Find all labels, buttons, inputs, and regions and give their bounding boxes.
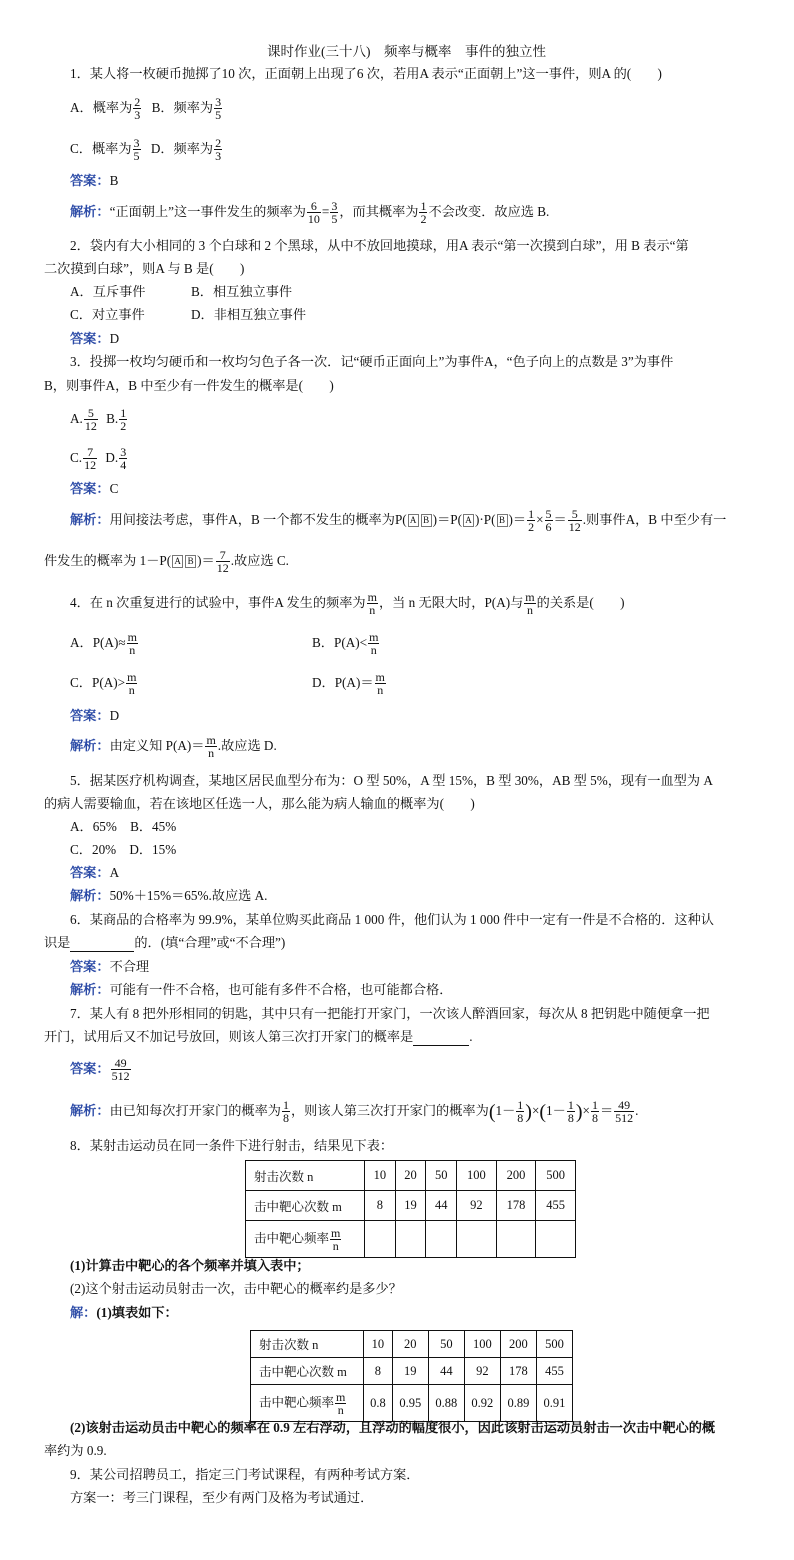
q6-analysis: 解析：可能有一件不合格，也可能有多件不合格，也可能都合格．: [70, 982, 453, 997]
table-cell: 200: [500, 1331, 536, 1358]
q9-plan1: 方案一：考三门课程，至少有两门及格为考试通过．: [70, 1490, 374, 1505]
table-cell: 0.91: [536, 1385, 572, 1422]
table-cell: 44: [426, 1191, 457, 1221]
table-cell: 92: [457, 1191, 497, 1221]
q9-stem: 9．某公司招聘员工，指定三门考试课程，有两种考试方案．: [70, 1467, 420, 1482]
q3-frac-c: $\frac{7}{12}$: [84, 445, 97, 473]
q2-option-c: C．对立事件: [70, 307, 145, 322]
table-cell: 20: [395, 1161, 426, 1191]
q1-analysis: 解析：“正面朝上”这一事件发生的频率为 $\frac{6}{10}$ = $\frac{3}{5}$ ，而其概率为 $\frac{1}{2}$ 不会改变．故应选 B.: [70, 199, 550, 227]
q2-answer: 答案：D: [70, 331, 120, 346]
q2-option-a: A．互斥事件: [70, 284, 146, 299]
empty-cell[interactable]: [365, 1221, 396, 1258]
table-cell: 10: [365, 1161, 396, 1191]
q8-solution-2-line1: (2)该射击运动员击中靶心的频率在 0.9 左右浮动，且浮动的幅度很小，因此该射击运动员射击一次击中靶心的概: [70, 1420, 716, 1435]
table-cell: 200: [496, 1161, 536, 1191]
q4-option-d: D．P(A)＝ $\frac{m}{n}$: [312, 670, 385, 698]
table-cell: 0.88: [428, 1385, 464, 1422]
q4-option-b: B．P(A)< $\frac{m}{n}$: [312, 630, 379, 658]
table-cell: 100: [457, 1161, 497, 1191]
q1-option-c: C．概率为: [70, 141, 132, 156]
q5-answer: 答案：A: [70, 865, 120, 880]
q4-option-a: A．P(A)≈ $\frac{m}{n}$: [70, 630, 137, 658]
q2-option-b: B．相互独立事件: [191, 284, 293, 299]
row-header: 击中靶心次数 m: [251, 1358, 364, 1385]
q1-frac-c: $\frac{3}{5}$: [133, 136, 140, 164]
table-cell: 8: [365, 1191, 396, 1221]
q8-solution-2-line2: 率约为 0.9.: [44, 1443, 107, 1458]
q4-stem: 4．在 n 次重复进行的试验中，事件A 发生的频率为 $\frac{m}{n}$ ，当 n 无限大时，P(A)与 $\frac{m}{n}$ 的关系是( ): [70, 590, 625, 618]
q4-answer: 答案：D: [70, 708, 120, 723]
q8-sub2: (2)这个射击运动员射击一次，击中靶心的概率约是多少？: [70, 1281, 402, 1296]
row-header: 击中靶心次数 m: [246, 1191, 365, 1221]
row-header: 射击次数 n: [251, 1331, 364, 1358]
table-cell: 455: [536, 1191, 576, 1221]
empty-cell[interactable]: [426, 1221, 457, 1258]
table-cell: 178: [500, 1358, 536, 1385]
empty-cell[interactable]: [496, 1221, 536, 1258]
table-cell: 500: [536, 1161, 576, 1191]
q3-stem-line2: B，则事件A，B 中至少有一件发生的概率是( ): [44, 378, 334, 393]
q5-stem-line2: 的病人需要输血，若在该地区任选一人，那么能为病人输血的概率为( ): [44, 796, 475, 811]
q5-options-cd: C．20% D．15%: [70, 842, 177, 857]
q8-stem: 8．某射击运动员在同一条件下进行射击，结果见下表：: [70, 1138, 394, 1153]
q7-blank[interactable]: [413, 1029, 469, 1046]
q3-analysis-line2: 件发生的概率为 1－P( A B )＝ $\frac{7}{12}$ .故应选 C.: [44, 548, 289, 576]
q7-stem-line2: 开门，试用后又不加记号放回，则该人第三次打开家门的概率是 .: [44, 1029, 473, 1044]
table-cell: 50: [428, 1331, 464, 1358]
table-cell: 20: [392, 1331, 428, 1358]
q6-answer: 答案：不合理: [70, 959, 150, 974]
table-cell: 44: [428, 1358, 464, 1385]
q1-options-ab: [70, 92, 223, 124]
q8-table-filled: [250, 1330, 573, 1422]
q6-stem-line2: 识是 的．(填“合理”或“不合理”): [44, 935, 286, 950]
table-cell: 92: [464, 1358, 500, 1385]
q3-frac-b: $\frac{1}{2}$: [120, 406, 127, 434]
q4-option-c: C．P(A)> $\frac{m}{n}$: [70, 670, 137, 698]
q3-options-cd: C. $\frac{7}{12}$ D. $\frac{3}{4}$: [70, 445, 127, 473]
row-header: 击中靶心频率 $\frac{m}{n}$: [246, 1221, 365, 1258]
q1-options-cd: [70, 133, 223, 165]
q8-sub1: (1)计算击中靶心的各个频率并填入表中；: [70, 1258, 310, 1273]
q3-frac-d: $\frac{3}{4}$: [120, 445, 127, 473]
table-cell: 178: [496, 1191, 536, 1221]
table-cell: 0.92: [464, 1385, 500, 1422]
table-cell: 0.89: [500, 1385, 536, 1422]
q6-stem-line1: 6．某商品的合格率为 99.9%，某单位购买此商品 1 000 件，他们认为 1 000 件中一定有一件是不合格的．这种认: [70, 912, 714, 927]
q5-options-ab: A．65% B．45%: [70, 819, 177, 834]
row-header: 击中靶心频率 $\frac{m}{n}$: [251, 1385, 364, 1422]
q3-analysis-line1: 解析：用间接法考虑，事件A，B 一个都不发生的概率为P( A B )＝P( A )·P( B )＝ $\frac{1}{2}$ × $\frac{5}{6}$ ＝ $\frac{5}{12}$ .则事件A，B 中至少有一: [70, 507, 727, 535]
table-cell: 100: [464, 1331, 500, 1358]
q7-answer: 答案： $\frac{49}{512}$: [70, 1056, 130, 1084]
q1-frac-b: $\frac{3}{5}$: [215, 95, 222, 123]
q8-solution-1: 解：(1)填表如下：: [70, 1305, 178, 1320]
q1-option-d: D．频率为: [150, 141, 214, 156]
q1-option-b: B．频率为: [151, 100, 214, 115]
q8-table-blank: [245, 1160, 576, 1258]
q1-stem: 1．某人将一枚硬币抛掷了10 次，正面朝上出现了6 次，若用A 表示“正面朝上”这一事件，则A 的( ): [70, 66, 662, 81]
q2-stem-line2: 二次摸到白球”，则A 与 B 是( ): [44, 261, 245, 276]
q2-stem-line1: 2．袋内有大小相同的 3 个白球和 2 个黑球，从中不放回地摸球，用A 表示“第一次摸到白球”，用 B 表示“第: [70, 238, 689, 253]
empty-cell[interactable]: [536, 1221, 576, 1258]
q1-frac-d: $\frac{2}{3}$: [215, 136, 222, 164]
q5-analysis: 解析：50%＋15%＝65%.故应选 A.: [70, 888, 268, 903]
row-header: 射击次数 n: [246, 1161, 365, 1191]
table-cell: 10: [364, 1331, 393, 1358]
table-cell: 0.95: [392, 1385, 428, 1422]
q4-analysis: 解析：由定义知 P(A)＝ $\frac{m}{n}$ .故应选 D.: [70, 733, 277, 761]
table-cell: 455: [536, 1358, 572, 1385]
q1-frac-a: $\frac{2}{3}$: [134, 95, 141, 123]
q3-options-ab: A. $\frac{5}{12}$ B. $\frac{1}{2}$: [70, 406, 127, 434]
q1-option-a: A．概率为: [70, 100, 133, 115]
q1-answer: 答案：B: [70, 173, 119, 188]
q6-blank[interactable]: [70, 935, 134, 952]
q3-answer: 答案：C: [70, 481, 119, 496]
table-cell: 19: [392, 1358, 428, 1385]
q7-stem-line1: 7．某人有 8 把外形相同的钥匙，其中只有一把能打开家门，一次该人醉酒回家，每次从 8 把钥匙中随便拿一把: [70, 1006, 710, 1021]
empty-cell[interactable]: [395, 1221, 426, 1258]
page-title: 课时作业(三十八) 频率与概率 事件的独立性: [267, 44, 546, 59]
q2-option-d: D．非相互独立事件: [191, 307, 307, 322]
table-cell: 50: [426, 1161, 457, 1191]
empty-cell[interactable]: [457, 1221, 497, 1258]
q3-frac-a: $\frac{5}{12}$: [84, 406, 97, 434]
q3-stem-line1: 3．投掷一枚均匀硬币和一枚均匀色子各一次．记“硬币正面向上”为事件A，“色子向上的点数是 3”为事件: [70, 354, 674, 369]
table-cell: 8: [364, 1358, 393, 1385]
table-cell: 0.8: [364, 1385, 393, 1422]
table-cell: 500: [536, 1331, 572, 1358]
table-cell: 19: [395, 1191, 426, 1221]
q7-analysis: 解析：由已知每次打开家门的概率为 $\frac{1}{8}$ ，则该人第三次打开家门的概率为(1－ $\frac{1}{8}$ )×(1－ $\frac{1}{8}$ )× $\frac{1}{8}$ ＝ $\frac{49}{512}$ .: [70, 1098, 639, 1126]
q5-stem-line1: 5．据某医疗机构调查，某地区居民血型分布为：O 型 50%，A 型 15%，B 型 30%，AB 型 5%，现有一血型为 A: [70, 773, 713, 788]
